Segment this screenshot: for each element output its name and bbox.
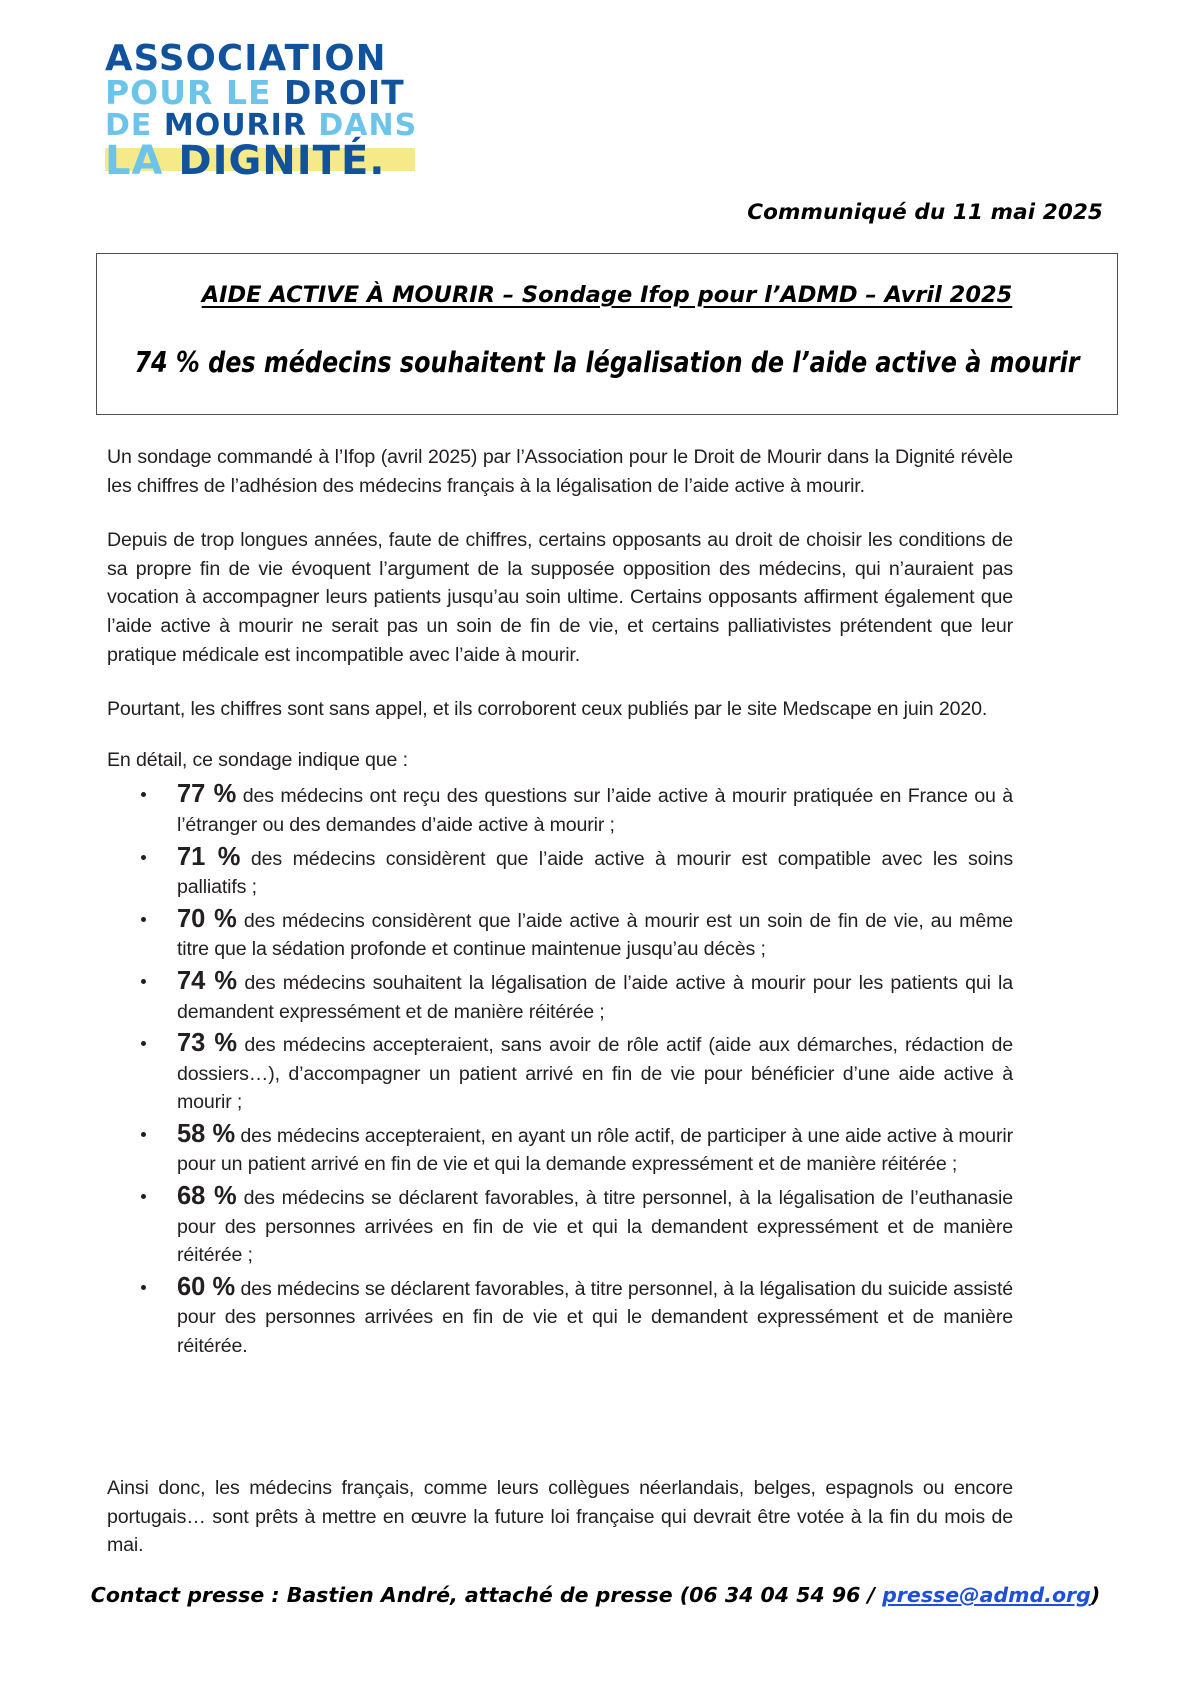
logo-text-pour-le: POUR LE <box>105 73 284 113</box>
stat-percent: 68 % <box>177 1182 237 1211</box>
bullet-icon <box>141 979 146 984</box>
stat-percent: 70 % <box>177 904 237 933</box>
document-body <box>107 443 1013 1364</box>
admd-logo <box>105 38 435 184</box>
logo-text-dans: DANS <box>318 108 418 144</box>
stat-text: des médecins souhaitent la légalisation de l’aide active à mourir pour les patients qui la demandent expressément et de manière réitérée ; <box>177 971 1013 1023</box>
stat-percent: 77 % <box>177 780 237 809</box>
stat-percent: 58 % <box>177 1119 236 1148</box>
stat-percent: 74 % <box>177 966 238 995</box>
logo-text-la: LA <box>105 137 179 184</box>
stat-text: des médecins accepteraient, sans avoir de rôle actif (aide aux démarches, rédaction de dossiers…), d’accompagner un patient arrivé en fin de vie pour bénéficier d’une aide active à mourir ; <box>177 1034 1014 1114</box>
survey-subtitle <box>97 282 1117 308</box>
logo-line-3 <box>105 108 435 144</box>
bullet-icon <box>141 1132 146 1137</box>
press-email-link[interactable]: presse@admd.org <box>882 1583 1091 1607</box>
paragraph-closing: Ainsi donc, les médecins français, comme leurs collègues néerlandais, belges, espagnols ou encore portugais… sont prêts à mettre en œuvre la future loi française qui devrait être votée à la fin du mois de mai. <box>107 1477 1013 1557</box>
logo-text-association: ASSOCIATION <box>105 38 387 79</box>
stat-percent: 60 % <box>177 1272 236 1301</box>
stat-percent: 73 % <box>177 1029 238 1058</box>
bullet-icon <box>141 855 146 860</box>
logo-text-mourir: MOURIR <box>163 108 319 144</box>
logo-text-de: DE <box>105 108 164 144</box>
bullet-icon <box>141 792 146 797</box>
page-title: 74 % des médecins souhaitent la légalisation de l’aide active à mourir <box>134 346 1080 379</box>
press-contact-suffix: ) <box>1090 1583 1101 1607</box>
list-lead-in: En détail, ce sondage indique que : <box>107 748 408 771</box>
list-item <box>107 843 1013 902</box>
press-contact <box>0 1583 1191 1607</box>
bullet-icon <box>141 917 146 922</box>
logo-text-droit: DROIT <box>284 73 405 113</box>
logo-line-2 <box>105 73 435 113</box>
bullet-icon <box>141 1285 146 1290</box>
list-item <box>107 905 1013 964</box>
stat-percent: 71 % <box>177 842 241 871</box>
list-item <box>107 1182 1013 1270</box>
paragraph-context: Depuis de trop longues années, faute de chiffres, certains opposants au droit de choisir les conditions de sa propre fin de vie évoquent l’argument de la supposée opposition des médecins, qui n’auraient pas vocation à accompagner leurs patients jusqu’au soin ultime. Certains opposants affirment également que l’aide active à mourir ne serait pas un soin de fin de vie, et certains palliativistes prétendent que leur pratique médicale est incompatible avec l’aide à mourir. <box>107 529 1013 666</box>
bullet-icon <box>141 1194 146 1199</box>
communique-date: Communiqué du 11 mai 2025 <box>747 200 1103 225</box>
stat-text: des médecins ont reçu des questions sur l’aide active à mourir pratiquée en France ou à l’étranger ou des demandes d’aide active à mourir ; <box>177 785 1013 836</box>
stat-text: des médecins considèrent que l’aide active à mourir est compatible avec les soins palliatifs ; <box>177 847 1013 899</box>
list-item <box>107 1029 1013 1117</box>
list-item <box>107 1273 1013 1361</box>
survey-results-list <box>107 780 1013 1360</box>
list-item <box>107 780 1013 839</box>
stat-text: des médecins considèrent que l’aide active à mourir est un soin de fin de vie, au même titre que la sédation profonde et continue maintenue jusqu’au décès ; <box>177 909 1013 961</box>
stat-text: des médecins se déclarent favorables, à titre personnel, à la légalisation de l’euthanasie pour des personnes arrivées en fin de vie et qui la demandent expressément et de manière réitérée ; <box>177 1187 1013 1267</box>
stat-text: des médecins accepteraient, en ayant un rôle actif, de participer à une aide active à mourir pour un patient arrivé en fin de vie et qui la demande expressément et de manière réitérée ; <box>177 1124 1013 1176</box>
title-box <box>96 253 1118 415</box>
list-item <box>107 967 1013 1026</box>
survey-subtitle-text: AIDE ACTIVE À MOURIR – Sondage Ifop pour l’ADMD – Avril 2025 <box>201 282 1013 308</box>
bullet-icon <box>141 1041 146 1046</box>
stat-text: des médecins se déclarent favorables, à titre personnel, à la légalisation du suicide assisté pour des personnes arrivées en fin de vie et qui le demandent expressément et de manière réitérée. <box>177 1277 1013 1358</box>
logo-line-4 <box>105 137 435 184</box>
logo-line-1 <box>105 38 435 79</box>
press-contact-prefix: Contact presse : Bastien André, attaché de presse (06 34 04 54 96 / <box>90 1583 883 1607</box>
logo-text-dignite: DIGNITÉ. <box>178 137 386 184</box>
paragraph-intro: Un sondage commandé à l’Ifop (avril 2025) par l’Association pour le Droit de Mourir dans la Dignité révèle les chiffres de l’adhésion des médecins français à la légalisation de l’aide active à mourir. <box>107 446 1013 497</box>
paragraph-medscape: Pourtant, les chiffres sont sans appel, et ils corroborent ceux publiés par le site Medscape en juin 2020. <box>107 698 988 721</box>
list-item <box>107 1120 1013 1179</box>
